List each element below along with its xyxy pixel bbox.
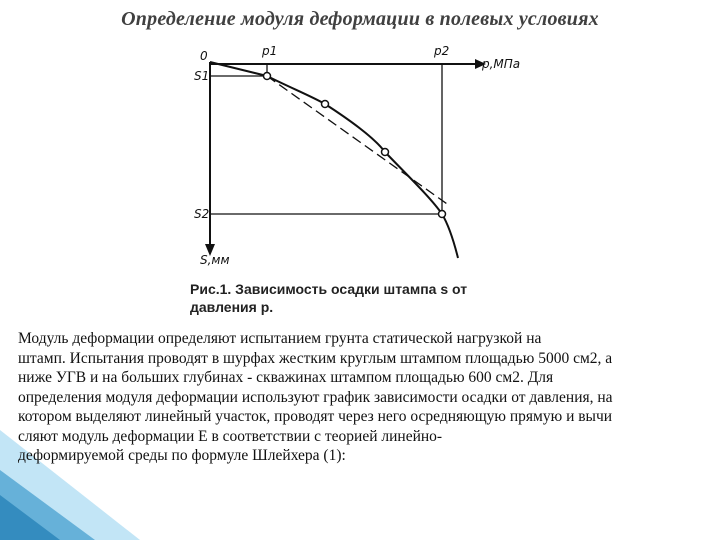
body-line: Модуль деформации определяют испытанием грунта статической нагрузкой на <box>18 330 542 347</box>
data-point <box>439 211 446 218</box>
body-line: котором выделяют линейный участок, проводят через него осредняющую прямую и вычи <box>18 408 613 425</box>
data-point <box>382 149 389 156</box>
figure-caption-line-1: Рис.1. Зависимость осадки штампа s от <box>190 281 468 297</box>
origin-label: 0 <box>200 49 208 63</box>
body-line: ниже УГВ и на больших глубинах - скважинах штампом площадью 600 см2. Для <box>18 369 554 386</box>
settlement-graph <box>186 46 526 286</box>
body-line: сляют модуль деформации Е в соответствии с теорией линейно- <box>18 427 443 445</box>
body-line: деформируемой среды по формуле Шлейхера (1): <box>18 447 346 464</box>
figure-caption-line-2: давления р. <box>190 299 274 315</box>
p1-label: p1 <box>262 44 278 58</box>
p2-label: p2 <box>434 44 450 58</box>
figure-caption <box>190 280 520 316</box>
data-point <box>264 73 271 80</box>
s2-label: S2 <box>194 207 210 221</box>
settlement-curve <box>210 62 458 258</box>
slide-title: Определение модуля деформации в полевых условиях <box>121 8 599 30</box>
s1-label: S1 <box>194 69 210 83</box>
pressure-axis-label: p,МПа <box>482 57 521 71</box>
body-line: определения модуля деформации используют график зависимости осадки от давления, на <box>18 388 613 406</box>
body-paragraph <box>18 329 718 466</box>
data-point <box>322 101 329 108</box>
settlement-axis-label: S,мм <box>200 253 230 267</box>
body-line: штамп. Испытания проводят в шурфах жестким круглым штампом площадью 5000 см2, а <box>18 349 613 367</box>
averaging-line <box>267 76 450 206</box>
